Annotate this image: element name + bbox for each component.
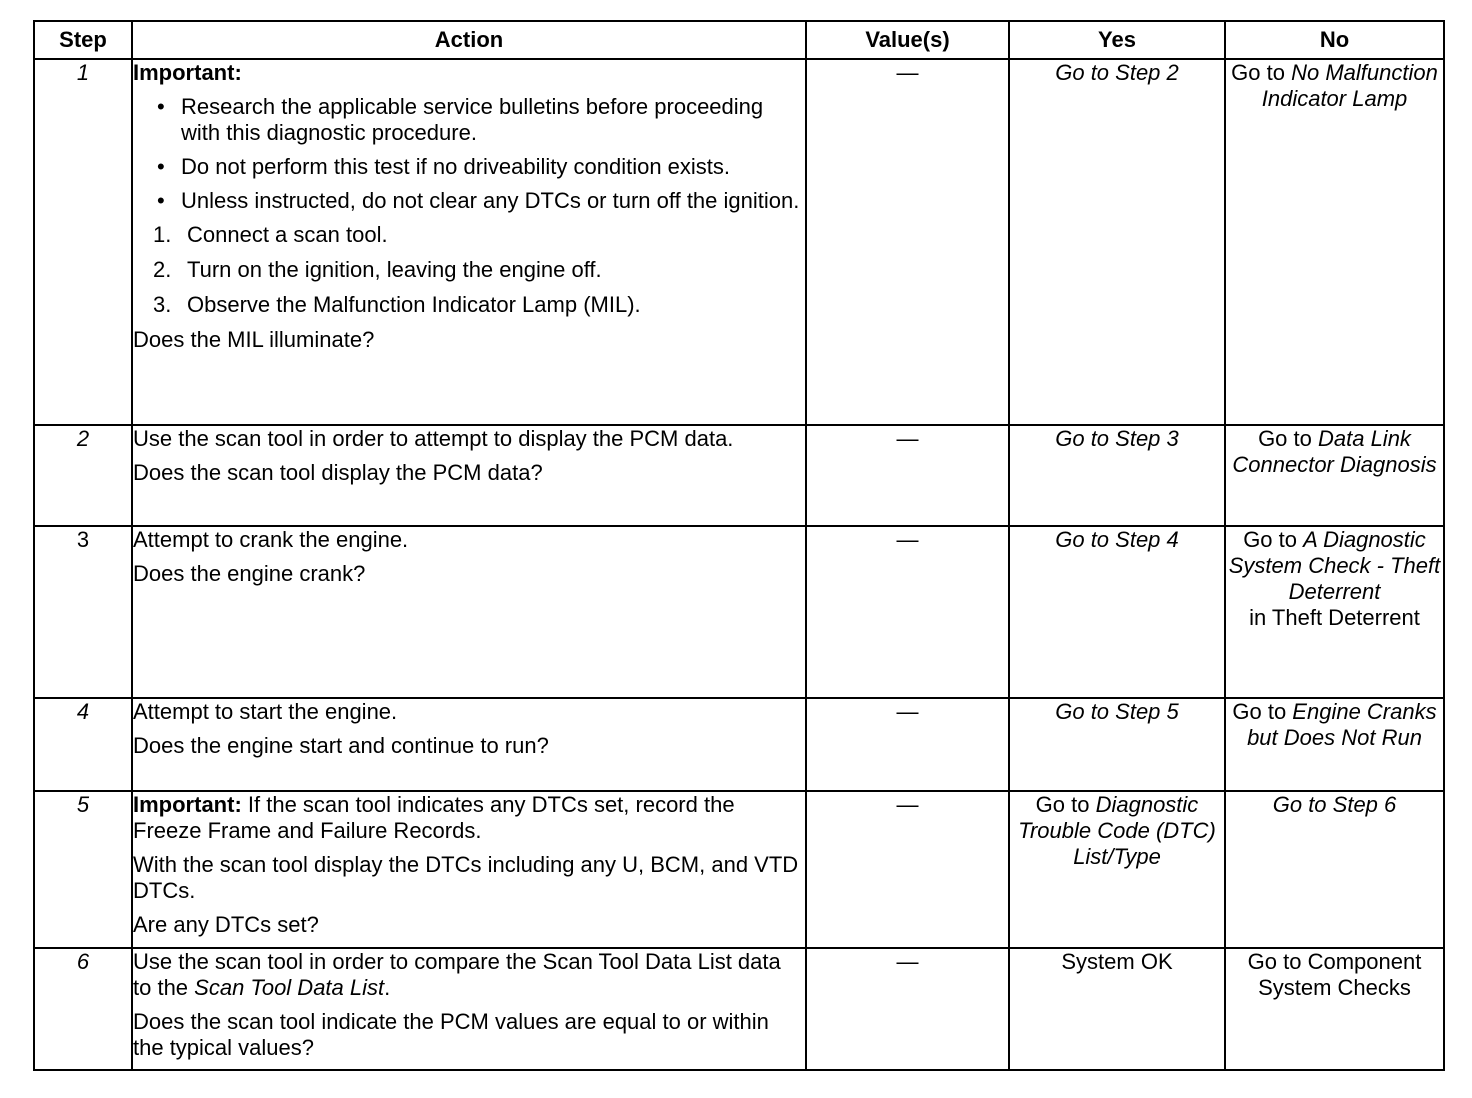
item-number: 1. xyxy=(153,222,172,247)
question-text: Does the engine start and continue to run? xyxy=(133,733,549,758)
no-link-component-system-checks[interactable]: Go to Component System Checks xyxy=(1225,948,1444,1070)
no-suffix: in Theft Deterrent xyxy=(1249,605,1420,630)
step-number: 4 xyxy=(34,698,132,791)
step-number: 1 xyxy=(34,59,132,425)
value-cell: — xyxy=(806,948,1009,1070)
no-cell xyxy=(1225,698,1444,791)
no-link-go-to-step-6[interactable]: Go to Step 6 xyxy=(1225,791,1444,948)
action-cell xyxy=(132,425,806,526)
list-item: • Do not perform this test if no driveability condition exists. xyxy=(157,154,731,179)
item-text: Connect a scan tool. xyxy=(187,222,388,247)
scan-tool-data-list-link[interactable]: Scan Tool Data List xyxy=(194,975,385,1000)
bullet-text: Do not perform this test if no driveability condition exists. xyxy=(181,154,731,179)
no-prefix: Go to xyxy=(1231,60,1292,85)
value-cell: — xyxy=(806,791,1009,948)
action-text: Attempt to crank the engine. xyxy=(133,527,409,552)
question-text: Does the engine crank? xyxy=(133,561,366,586)
no-cell xyxy=(1225,425,1444,526)
no-prefix: Go to xyxy=(1243,527,1304,552)
table-row-step-5 xyxy=(34,791,1444,948)
step-number: 3 xyxy=(34,526,132,698)
action-cell xyxy=(132,698,806,791)
question-text: Does the scan tool indicate the PCM values are equal to or within the typical values? xyxy=(133,1009,769,1060)
list-item: • Research the applicable service bulletins before proceeding with this diagnostic procedure. xyxy=(157,94,764,145)
value-cell: — xyxy=(806,526,1009,698)
no-prefix: Go to xyxy=(1258,426,1318,451)
action-cell xyxy=(132,526,806,698)
no-cell xyxy=(1225,526,1444,698)
value-cell: — xyxy=(806,698,1009,791)
no-cell xyxy=(1225,59,1444,425)
header-step: Step xyxy=(34,21,132,59)
question-text: Are any DTCs set? xyxy=(133,912,319,937)
yes-prefix: Go to xyxy=(1035,792,1096,817)
header-row xyxy=(34,21,1444,59)
table-row-step-4 xyxy=(34,698,1444,791)
no-link-no-mil[interactable]: No Malfunction Indicator Lamp xyxy=(1261,60,1438,111)
yes-system-ok: System OK xyxy=(1009,948,1225,1070)
yes-link-dtc-list[interactable]: Diagnostic Trouble Code (DTC) List/Type xyxy=(1018,792,1216,869)
important-text: If the scan tool indicates any DTCs set, record the Freeze Frame and Failure Records. xyxy=(133,792,735,843)
yes-cell xyxy=(1009,791,1225,948)
no-link-cranks-not-run[interactable]: Engine Cranks but Does Not Run xyxy=(1247,699,1437,750)
value-cell: — xyxy=(806,59,1009,425)
no-link-dlc-diagnosis[interactable]: Data Link Connector Diagnosis xyxy=(1232,426,1437,477)
procedure-steps xyxy=(133,222,805,318)
bullet-text: Research the applicable service bulletins before proceeding with this diagnostic procedure. xyxy=(181,94,764,145)
action-cell xyxy=(132,59,806,425)
bullet-text: Unless instructed, do not clear any DTCs or turn off the ignition. xyxy=(181,188,800,213)
table-row-step-2 xyxy=(34,425,1444,526)
question-text: Does the MIL illuminate? xyxy=(133,327,375,352)
list-item xyxy=(153,292,805,318)
table-row-step-1 xyxy=(34,59,1444,425)
header-no: No xyxy=(1225,21,1444,59)
action-text: Use the scan tool in order to compare the Scan Tool Data List data to the xyxy=(133,949,781,1000)
question-text: Does the scan tool display the PCM data? xyxy=(133,460,543,485)
step-number: 2 xyxy=(34,425,132,526)
yes-link-go-to-step-3[interactable]: Go to Step 3 xyxy=(1009,425,1225,526)
item-text: Turn on the ignition, leaving the engine off. xyxy=(187,257,602,282)
important-label: Important: xyxy=(133,792,242,817)
header-values: Value(s) xyxy=(806,21,1009,59)
important-bullets xyxy=(133,94,805,214)
no-prefix: Go to xyxy=(1232,699,1293,724)
action-text: Use the scan tool in order to attempt to display the PCM data. xyxy=(133,426,734,451)
diagnostic-table xyxy=(33,20,1445,1071)
table-row-step-6 xyxy=(34,948,1444,1070)
item-number: 2. xyxy=(153,257,172,282)
list-item: • Unless instructed, do not clear any DTCs or turn off the ignition. xyxy=(157,188,800,213)
action-cell xyxy=(132,948,806,1070)
action-text: Attempt to start the engine. xyxy=(133,699,398,724)
yes-link-go-to-step-4[interactable]: Go to Step 4 xyxy=(1009,526,1225,698)
item-number: 3. xyxy=(153,292,172,317)
action-text: With the scan tool display the DTCs including any U, BCM, and VTD DTCs. xyxy=(133,852,799,903)
item-text: Observe the Malfunction Indicator Lamp (MIL). xyxy=(187,292,641,317)
step-number: 5 xyxy=(34,791,132,948)
header-action: Action xyxy=(132,21,806,59)
header-yes: Yes xyxy=(1009,21,1225,59)
list-item xyxy=(153,257,805,283)
step-number: 6 xyxy=(34,948,132,1070)
action-suffix: . xyxy=(384,975,391,1000)
no-link-theft-deterrent-check[interactable]: A Diagnostic System Check - Theft Deterrent xyxy=(1228,527,1441,604)
yes-link-go-to-step-2[interactable]: Go to Step 2 xyxy=(1009,59,1225,425)
yes-link-go-to-step-5[interactable]: Go to Step 5 xyxy=(1009,698,1225,791)
table-row-step-3 xyxy=(34,526,1444,698)
list-item xyxy=(153,222,805,248)
value-cell: — xyxy=(806,425,1009,526)
action-cell xyxy=(132,791,806,948)
important-label: Important: xyxy=(133,60,242,85)
